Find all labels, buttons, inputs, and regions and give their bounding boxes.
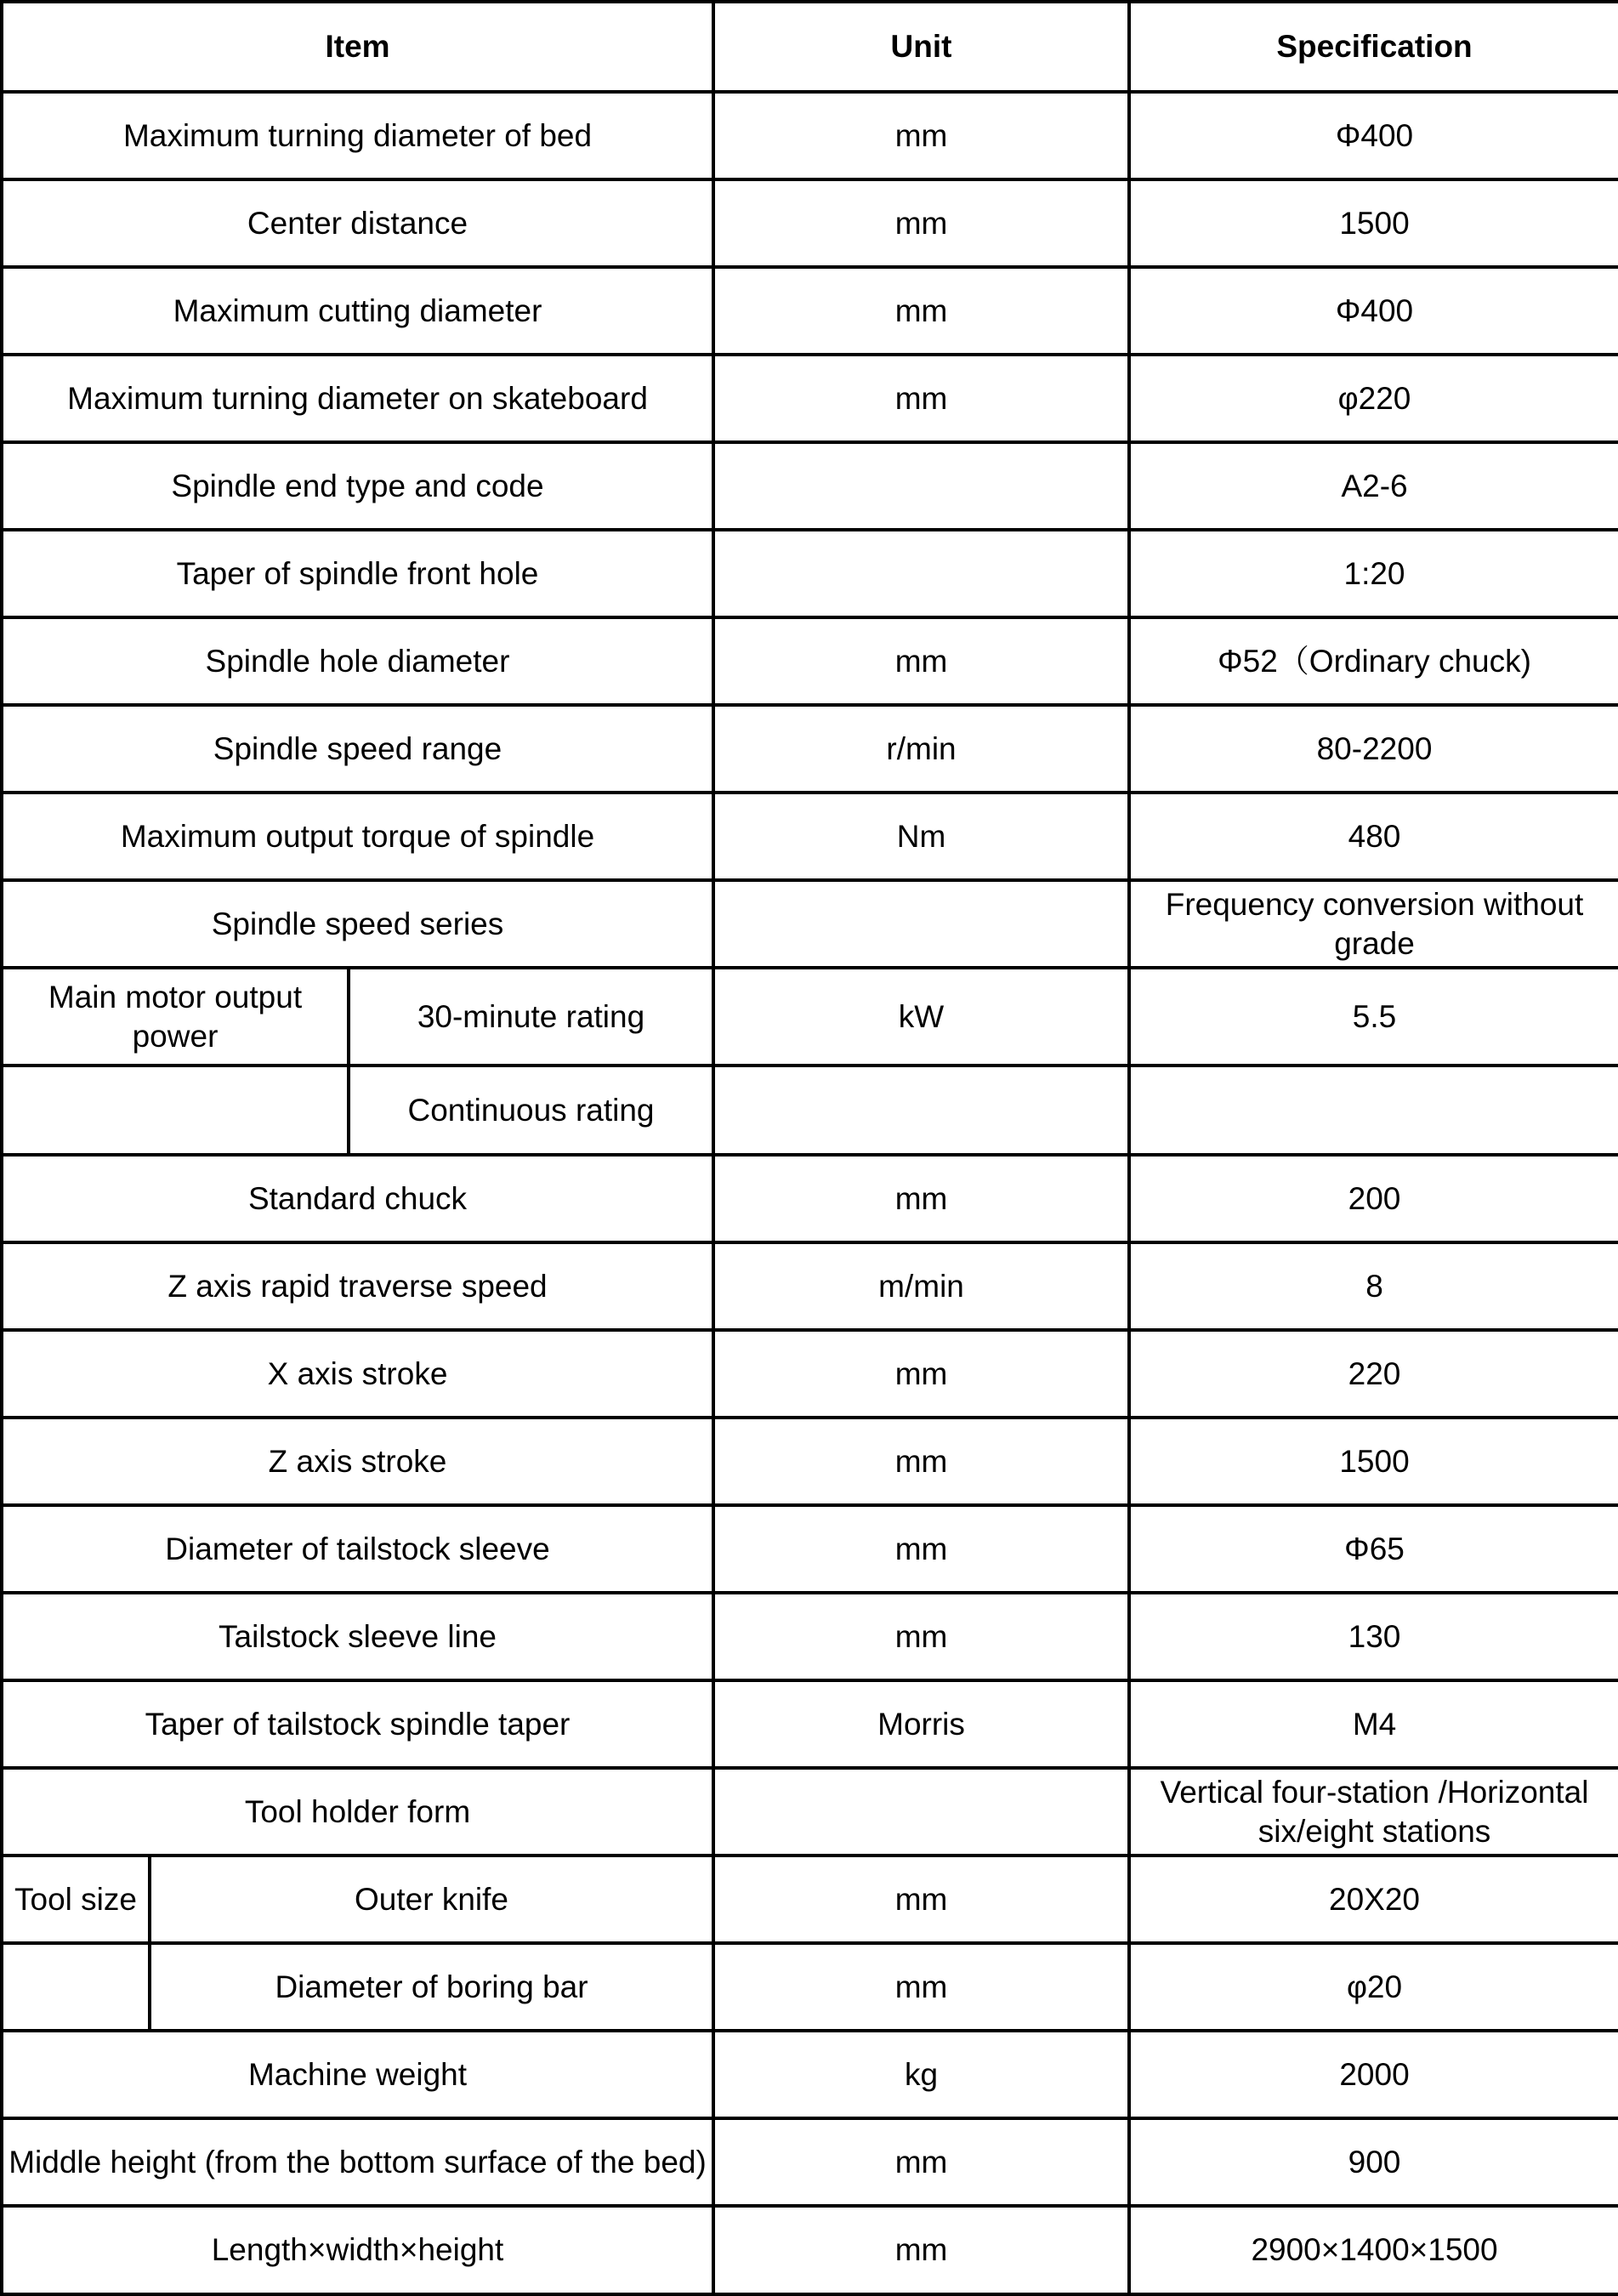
table-row: [2, 530, 1618, 617]
table-row: [2, 1768, 1618, 1856]
row-unit: mm: [713, 355, 1129, 442]
row-unit: [713, 880, 1129, 968]
table-row: [2, 1680, 1618, 1768]
row-spec: A2-6: [1129, 442, 1618, 530]
table-row: [2, 1330, 1618, 1418]
table-row: [2, 2206, 1618, 2294]
row-spec: Φ400: [1129, 92, 1618, 179]
row-unit: mm: [713, 2118, 1129, 2206]
table-row: [2, 1505, 1618, 1593]
row-item: Maximum turning diameter on skateboard: [2, 355, 713, 442]
row-item: Outer knife: [150, 1856, 713, 1943]
row-spec: 200: [1129, 1155, 1618, 1242]
row-unit: [713, 1066, 1129, 1155]
row-spec: 1:20: [1129, 530, 1618, 617]
motor-group-blank: [2, 1066, 349, 1155]
table-row-tool-boring-bar: [2, 1943, 1618, 2031]
row-item: Z axis rapid traverse speed: [2, 1242, 713, 1330]
row-unit: mm: [713, 1330, 1129, 1418]
table-row: [2, 617, 1618, 705]
row-spec: 2000: [1129, 2031, 1618, 2118]
row-unit: Morris: [713, 1680, 1129, 1768]
row-item: Spindle speed range: [2, 705, 713, 793]
header-item: Item: [2, 2, 713, 92]
row-unit: Nm: [713, 793, 1129, 880]
table-row: [2, 442, 1618, 530]
row-item: X axis stroke: [2, 1330, 713, 1418]
row-spec: 1500: [1129, 1418, 1618, 1505]
row-unit: kg: [713, 2031, 1129, 2118]
table-row: [2, 1242, 1618, 1330]
row-item: Length×width×height: [2, 2206, 713, 2294]
row-item: Spindle hole diameter: [2, 617, 713, 705]
row-spec: 80-2200: [1129, 705, 1618, 793]
row-item: Center distance: [2, 179, 713, 267]
row-spec: M4: [1129, 1680, 1618, 1768]
row-unit: mm: [713, 179, 1129, 267]
row-item: Z axis stroke: [2, 1418, 713, 1505]
row-unit: kW: [713, 968, 1129, 1066]
row-spec: 480: [1129, 793, 1618, 880]
table-row-motor-continuous: [2, 1066, 1618, 1155]
header-specification: Specification: [1129, 2, 1618, 92]
row-item: Tool holder form: [2, 1768, 713, 1856]
motor-group-label: Main motor output power: [2, 968, 349, 1066]
table-row: [2, 793, 1618, 880]
table-row: [2, 355, 1618, 442]
row-unit: [713, 1768, 1129, 1856]
row-spec: Φ52（Ordinary chuck): [1129, 617, 1618, 705]
row-spec: 900: [1129, 2118, 1618, 2206]
row-unit: mm: [713, 1943, 1129, 2031]
row-unit: mm: [713, 617, 1129, 705]
row-spec: Frequency conversion without grade: [1129, 880, 1618, 968]
table-row: [2, 92, 1618, 179]
tool-group-label: Tool size: [2, 1856, 150, 1943]
table-row: [2, 880, 1618, 968]
row-unit: mm: [713, 267, 1129, 355]
row-spec: Φ400: [1129, 267, 1618, 355]
row-spec: 20X20: [1129, 1856, 1618, 1943]
table-row: [2, 1418, 1618, 1505]
row-item: Taper of spindle front hole: [2, 530, 713, 617]
row-unit: mm: [713, 1593, 1129, 1680]
row-item: Diameter of tailstock sleeve: [2, 1505, 713, 1593]
row-item: Continuous rating: [349, 1066, 713, 1155]
table-row: [2, 2118, 1618, 2206]
row-item: Spindle end type and code: [2, 442, 713, 530]
row-unit: mm: [713, 1505, 1129, 1593]
row-item: Taper of tailstock spindle taper: [2, 1680, 713, 1768]
row-spec: [1129, 1066, 1618, 1155]
row-spec: φ220: [1129, 355, 1618, 442]
row-spec: φ20: [1129, 1943, 1618, 2031]
row-item: Machine weight: [2, 2031, 713, 2118]
row-item: Maximum output torque of spindle: [2, 793, 713, 880]
table-row: [2, 267, 1618, 355]
row-item: 30-minute rating: [349, 968, 713, 1066]
table-row: [2, 1155, 1618, 1242]
row-spec: Vertical four-station /Horizontal six/eight stations: [1129, 1768, 1618, 1856]
row-item: Diameter of boring bar: [150, 1943, 713, 2031]
row-spec: Φ65: [1129, 1505, 1618, 1593]
row-unit: mm: [713, 1856, 1129, 1943]
row-unit: mm: [713, 1418, 1129, 1505]
table-row: [2, 1593, 1618, 1680]
row-spec: 1500: [1129, 179, 1618, 267]
row-spec: 2900×1400×1500: [1129, 2206, 1618, 2294]
table-header-row: [2, 2, 1618, 92]
table-row: [2, 2031, 1618, 2118]
table-row: [2, 705, 1618, 793]
row-unit: [713, 530, 1129, 617]
tool-group-blank: [2, 1943, 150, 2031]
table-row-tool-outer-knife: [2, 1856, 1618, 1943]
row-unit: mm: [713, 1155, 1129, 1242]
row-unit: mm: [713, 2206, 1129, 2294]
row-unit: m/min: [713, 1242, 1129, 1330]
row-unit: mm: [713, 92, 1129, 179]
row-unit: r/min: [713, 705, 1129, 793]
row-spec: 130: [1129, 1593, 1618, 1680]
header-unit: Unit: [713, 2, 1129, 92]
row-item: Middle height (from the bottom surface of the bed): [2, 2118, 713, 2206]
row-unit: [713, 442, 1129, 530]
row-spec: 8: [1129, 1242, 1618, 1330]
row-item: Spindle speed series: [2, 880, 713, 968]
row-item: Maximum cutting diameter: [2, 267, 713, 355]
row-spec: 5.5: [1129, 968, 1618, 1066]
table-row: [2, 179, 1618, 267]
row-spec: 220: [1129, 1330, 1618, 1418]
row-item: Standard chuck: [2, 1155, 713, 1242]
row-item: Tailstock sleeve line: [2, 1593, 713, 1680]
row-item: Maximum turning diameter of bed: [2, 92, 713, 179]
table-row-motor-30min: [2, 968, 1618, 1066]
